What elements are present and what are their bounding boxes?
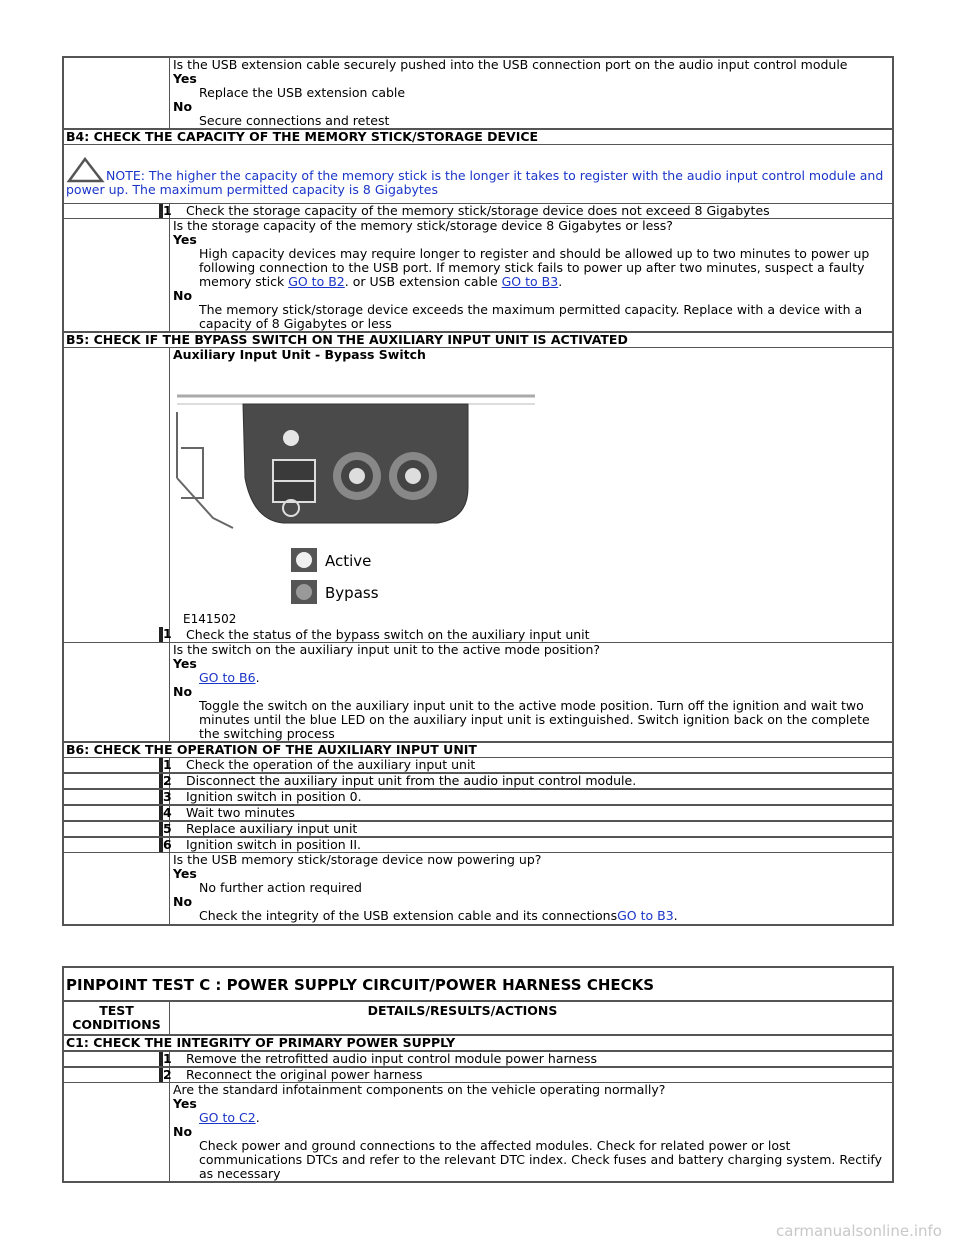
go-to-b3-link[interactable]: GO to B3	[501, 274, 559, 289]
yes-text: Replace the USB extension cable	[199, 85, 406, 100]
figure-code: E141502	[183, 612, 237, 626]
no-text: Check power and ground connections to the affected modules. Check for related power or lost communications DTCs and refer to the relevant DTC index. Check fuses and battery charging system. Rectify as necessary	[199, 1138, 883, 1181]
c1-result-row	[64, 1082, 892, 1181]
yes-text: No further action required	[199, 880, 362, 895]
step-number: 2	[159, 1068, 170, 1082]
column-header-test-conditions: TEST CONDITIONS	[64, 1002, 170, 1034]
go-to-b2-link[interactable]: GO to B2	[288, 274, 345, 289]
b4-result-row	[64, 218, 892, 331]
auxiliary-input-unit-figure	[173, 368, 553, 628]
step-text: Reconnect the original power harness	[186, 1067, 423, 1082]
step-text: Check the operation of the auxiliary input unit	[186, 757, 476, 772]
go-to-b6-link[interactable]: GO to B6	[199, 670, 256, 685]
section-header-b6: B6: CHECK THE OPERATION OF THE AUXILIARY INPUT UNIT	[64, 741, 892, 757]
step-number: 2	[159, 774, 170, 788]
no-label: No	[173, 99, 193, 114]
section-header-b4: B4: CHECK THE CAPACITY OF THE MEMORY STICK/STORAGE DEVICE	[64, 128, 892, 144]
yes-label: Yes	[173, 1096, 197, 1111]
question-text: Is the switch on the auxiliary input unit to the active mode position?	[173, 642, 601, 657]
step-row	[64, 772, 892, 788]
step-number: 6	[159, 838, 170, 852]
note-text: NOTE: The higher the capacity of the memory stick is the longer it takes to register with the audio input control module and power up. The maximum permitted capacity is 8 Gigabytes	[66, 168, 884, 197]
b3-result-row	[64, 58, 892, 128]
warning-icon	[66, 157, 106, 183]
step-number: 1	[159, 204, 170, 218]
figure-title: Auxiliary Input Unit - Bypass Switch	[173, 347, 426, 362]
watermark: carmanualsonline.info	[776, 1222, 942, 1240]
b6-result-row	[64, 852, 892, 924]
column-header-details: DETAILS/RESULTS/ACTIONS	[367, 1003, 558, 1018]
section-header-b5: B5: CHECK IF THE BYPASS SWITCH ON THE AUXILIARY INPUT UNIT IS ACTIVATED	[64, 331, 892, 347]
step-row	[64, 757, 892, 772]
note-row	[64, 144, 892, 203]
question-text: Is the USB memory stick/storage device now powering up?	[173, 852, 542, 867]
question-text: Is the storage capacity of the memory stick/storage device 8 Gigabytes or less?	[173, 218, 673, 233]
no-text: Secure connections and retest	[199, 113, 390, 128]
step-row	[64, 804, 892, 820]
yes-text: High capacity devices may require longer to register and should be allowed up to two minutes to power up following connection to the USB port. If memory stick fails to power up after two minutes, suspect a faulty memory stick GO to B2. or USB extension cable GO to B3.	[199, 246, 870, 289]
section-header-c1: C1: CHECK THE INTEGRITY OF PRIMARY POWER SUPPLY	[64, 1034, 892, 1050]
pinpoint-test-title: PINPOINT TEST C : POWER SUPPLY CIRCUIT/POWER HARNESS CHECKS	[66, 976, 655, 994]
figure-row	[64, 347, 892, 642]
step-row	[64, 836, 892, 852]
yes-label: Yes	[173, 656, 197, 671]
b5-result-row	[64, 642, 892, 741]
step-number: 5	[159, 822, 170, 836]
legend-bypass: Bypass	[325, 584, 379, 602]
no-label: No	[173, 684, 193, 699]
step-text: Check the storage capacity of the memory stick/storage device does not exceed 8 Gigabytes	[186, 203, 770, 218]
yes-text: GO to C2.	[199, 1110, 260, 1125]
step-number: 1	[159, 627, 170, 642]
step-row	[64, 1066, 892, 1082]
no-text: Check the integrity of the USB extension cable and its connectionsGO to B3.	[199, 908, 678, 923]
yes-text: GO to B6.	[199, 670, 260, 685]
step-text: Remove the retrofitted audio input control module power harness	[186, 1051, 598, 1066]
question-text: Is the USB extension cable securely pushed into the USB connection port on the audio input control module	[173, 57, 848, 72]
pinpoint-test-c-table	[62, 966, 894, 1183]
question-text: Are the standard infotainment components on the vehicle operating normally?	[173, 1082, 666, 1097]
no-text: The memory stick/storage device exceeds the maximum permitted capacity. Replace with a device with a capacity of 8 Gigabytes or less	[199, 302, 863, 331]
go-to-b3-link[interactable]: GO to B3	[617, 908, 674, 923]
step-number: 4	[159, 806, 170, 820]
step-text: Check the status of the bypass switch on the auxiliary input unit	[186, 627, 590, 642]
yes-label: Yes	[173, 71, 197, 86]
no-text: Toggle the switch on the auxiliary input unit to the active mode position. Turn off the ignition and wait two minutes until the blue LED on the auxiliary input unit is extinguished. Switch ignition back on the complete the switching process	[199, 698, 870, 741]
step-text: Replace auxiliary input unit	[186, 821, 358, 836]
step-number: 1	[159, 758, 170, 772]
step-text: Ignition switch in position 0.	[186, 789, 362, 804]
no-label: No	[173, 288, 193, 303]
step-text: Disconnect the auxiliary input unit from the audio input control module.	[186, 773, 637, 788]
step-row	[64, 820, 892, 836]
step-text: Ignition switch in position II.	[186, 837, 362, 852]
step-row	[64, 1050, 892, 1066]
go-to-c2-link[interactable]: GO to C2	[199, 1110, 256, 1125]
no-label: No	[173, 1124, 193, 1139]
yes-label: Yes	[173, 866, 197, 881]
step-text: Wait two minutes	[186, 805, 295, 820]
step-number: 1	[159, 1052, 170, 1066]
no-label: No	[173, 894, 193, 909]
column-headers	[64, 1000, 892, 1034]
step-row	[64, 203, 892, 218]
yes-label: Yes	[173, 232, 197, 247]
diagnostic-table-b	[62, 56, 894, 926]
step-row	[64, 788, 892, 804]
step-number: 3	[159, 790, 170, 804]
legend-active: Active	[325, 552, 372, 570]
